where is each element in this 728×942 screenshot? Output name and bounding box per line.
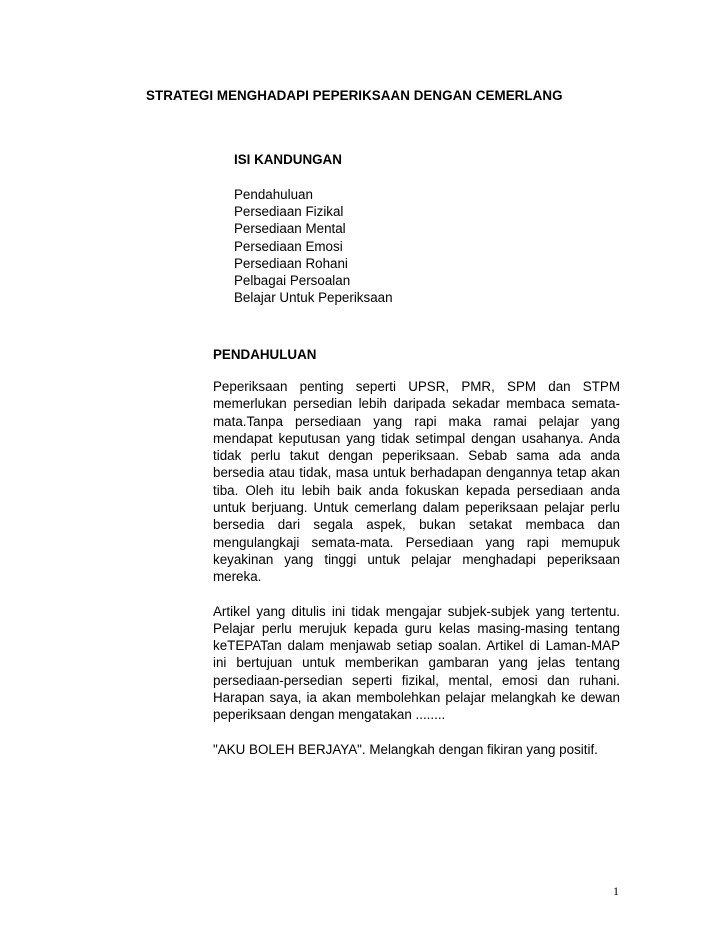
page-number: 1 [613,884,619,898]
toc-item-pelbagai-persoalan: Pelbagai Persoalan [234,273,351,289]
toc-item-persediaan-mental: Persediaan Mental [234,221,346,237]
section-heading: PENDAHULUAN [213,347,317,362]
paragraph: Peperiksaan penting seperti UPSR, PMR, SPM dan STPM memerlukan persedian lebih daripada sekadar membaca semata-mata.Tanpa persediaan yang rapi maka ramai pelajar yang mendapat keputusan yang tidak setimpal dengan usahanya. Anda tidak perlu takut dengan peperiksaan. Sebab sama ada anda bersedia atau tidak, masa untuk berhadapan dengannya tetap akan tiba. Oleh itu lebih baik anda fokuskan kepada persediaan anda untuk berjuang. Untuk cemerlang dalam peperiksaan pelajar perlu bersedia dari segala aspek, bukan setakat membaca dan mengulangkaji semata-mata. Persediaan yang rapi memupuk keyakinan yang tinggi untuk pelajar menghadapi peperiksaan mereka. [213,379,620,585]
toc-item-persediaan-rohani: Persediaan Rohani [234,255,348,271]
paragraph: Artikel yang ditulis ini tidak mengajar subjek-subjek yang tertentu. Pelajar perlu merujuk kepada guru kelas masing-masing tentang keTEPATan dalam menjawab setiap soalan. Artikel di Laman-MAP ini bertujuan untuk memberikan gambaran yang jelas tentang persediaan-persedian seperti fizikal, mental, emosi dan ruhani. Harapan saya, ia akan membolehkan pelajar melangkah ke dewan peperiksaan dengan mengatakan ........ [213,603,620,723]
toc-heading: ISI KANDUNGAN [234,152,342,167]
section-pendahuluan [213,346,620,775]
toc-item-pendahuluan: Pendahuluan [234,187,313,202]
toc-item-persediaan-emosi: Persediaan Emosi [234,238,343,254]
toc-item-persediaan-fizikal: Persediaan Fizikal [234,204,344,220]
toc-list [234,186,393,306]
document-title: STRATEGI MENGHADAPI PEPERIKSAAN DENGAN CEMERLANG [146,88,563,103]
table-of-contents [234,151,393,306]
toc-item-belajar-untuk-peperiksaan: Belajar Untuk Peperiksaan [234,290,393,306]
paragraph: "AKU BOLEH BERJAYA". Melangkah dengan fikiran yang positif. [213,741,598,757]
